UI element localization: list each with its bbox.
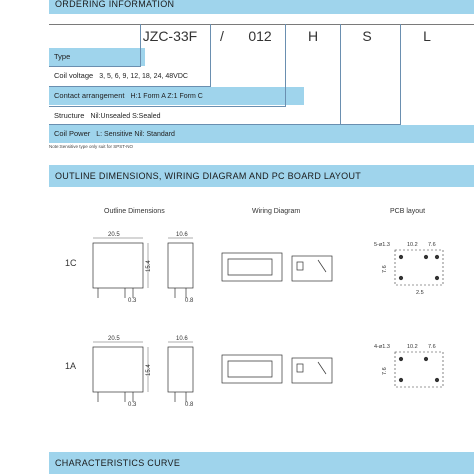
pcb-a-1a: 10.2	[407, 344, 418, 350]
structure-value: Nil:Unsealed S:Sealed	[90, 113, 161, 120]
dim-pin-w-1c: 0.8	[185, 298, 194, 304]
type-label: Type	[54, 52, 71, 61]
pcb-hole-1a: 4-ø1.3	[374, 344, 390, 350]
pcb-b-1a: 7.6	[428, 344, 436, 350]
pcb-layout-1c	[395, 250, 443, 285]
contact-arrangement-label: Contact arrangement	[54, 91, 125, 100]
coil-power-label: Coil Power	[54, 129, 91, 138]
col-outline-dimensions: Outline Dimensions	[104, 208, 165, 215]
dim-height-1a: 15.4	[146, 364, 152, 376]
ordering-heading: ORDERING INFORMATION	[55, 0, 175, 9]
row-label-1a: 1A	[65, 361, 77, 371]
outline-front-1a	[93, 342, 148, 402]
dim-width-1c: 20.5	[108, 232, 120, 238]
col-pcb-layout: PCB layout	[390, 208, 426, 215]
dim-pin-w-1a: 0.8	[185, 402, 194, 408]
dim-height-1c: 15.4	[146, 260, 152, 272]
dim-pin-gap-1c: 0.3	[128, 298, 137, 304]
outline-front-1c	[93, 238, 148, 298]
pcb-hole-1c: 5-ø1.3	[374, 242, 390, 248]
ordering-note: Note:Sensitive type only suit for SPST-NO	[49, 144, 134, 149]
wiring-schematic-1c	[292, 256, 332, 281]
dim-depth-1a: 10.6	[176, 336, 188, 342]
outline-side-1a	[168, 342, 193, 402]
coil-voltage-value: 3, 5, 6, 9, 12, 18, 24, 48VDC	[99, 73, 188, 80]
pcb-a-1c: 10.2	[407, 242, 418, 248]
wiring-bottom-1c	[222, 253, 282, 281]
code-model: JZC-33F	[142, 28, 198, 44]
code-contact: H	[307, 28, 319, 44]
col-wiring-diagram: Wiring Diagram	[252, 208, 301, 215]
row-label-1c: 1C	[65, 258, 77, 268]
pcb-b-1c: 7.6	[428, 242, 436, 248]
dim-depth-1c: 10.6	[176, 232, 188, 238]
code-structure: S	[362, 28, 372, 44]
wiring-bottom-1a	[222, 355, 282, 383]
code-power: L	[423, 28, 431, 44]
pcb-layout-1a	[395, 352, 443, 387]
code-slash: /	[220, 28, 224, 44]
outline-side-1c	[168, 238, 193, 298]
characteristics-heading: CHARACTERISTICS CURVE	[55, 458, 181, 468]
contact-arrangement-value: H:1 Form A Z:1 Form C	[130, 93, 203, 100]
pcb-c-1c: 7.6	[382, 265, 388, 273]
coil-voltage-label: Coil voltage	[54, 71, 94, 80]
wiring-schematic-1a	[292, 358, 332, 383]
code-voltage: 012	[248, 28, 272, 44]
dim-width-1a: 20.5	[108, 336, 120, 342]
characteristics-header	[49, 452, 474, 474]
pcb-c-1a: 7.6	[382, 367, 388, 375]
dim-pin-gap-1a: 0.3	[128, 402, 137, 408]
outline-heading: OUTLINE DIMENSIONS, WIRING DIAGRAM AND PC BOARD LAYOUT	[55, 171, 362, 181]
coil-power-value: L: Sensitive Nil: Standard	[96, 131, 175, 138]
structure-label: Structure	[54, 111, 85, 120]
pcb-d-1c: 2.5	[416, 290, 424, 296]
